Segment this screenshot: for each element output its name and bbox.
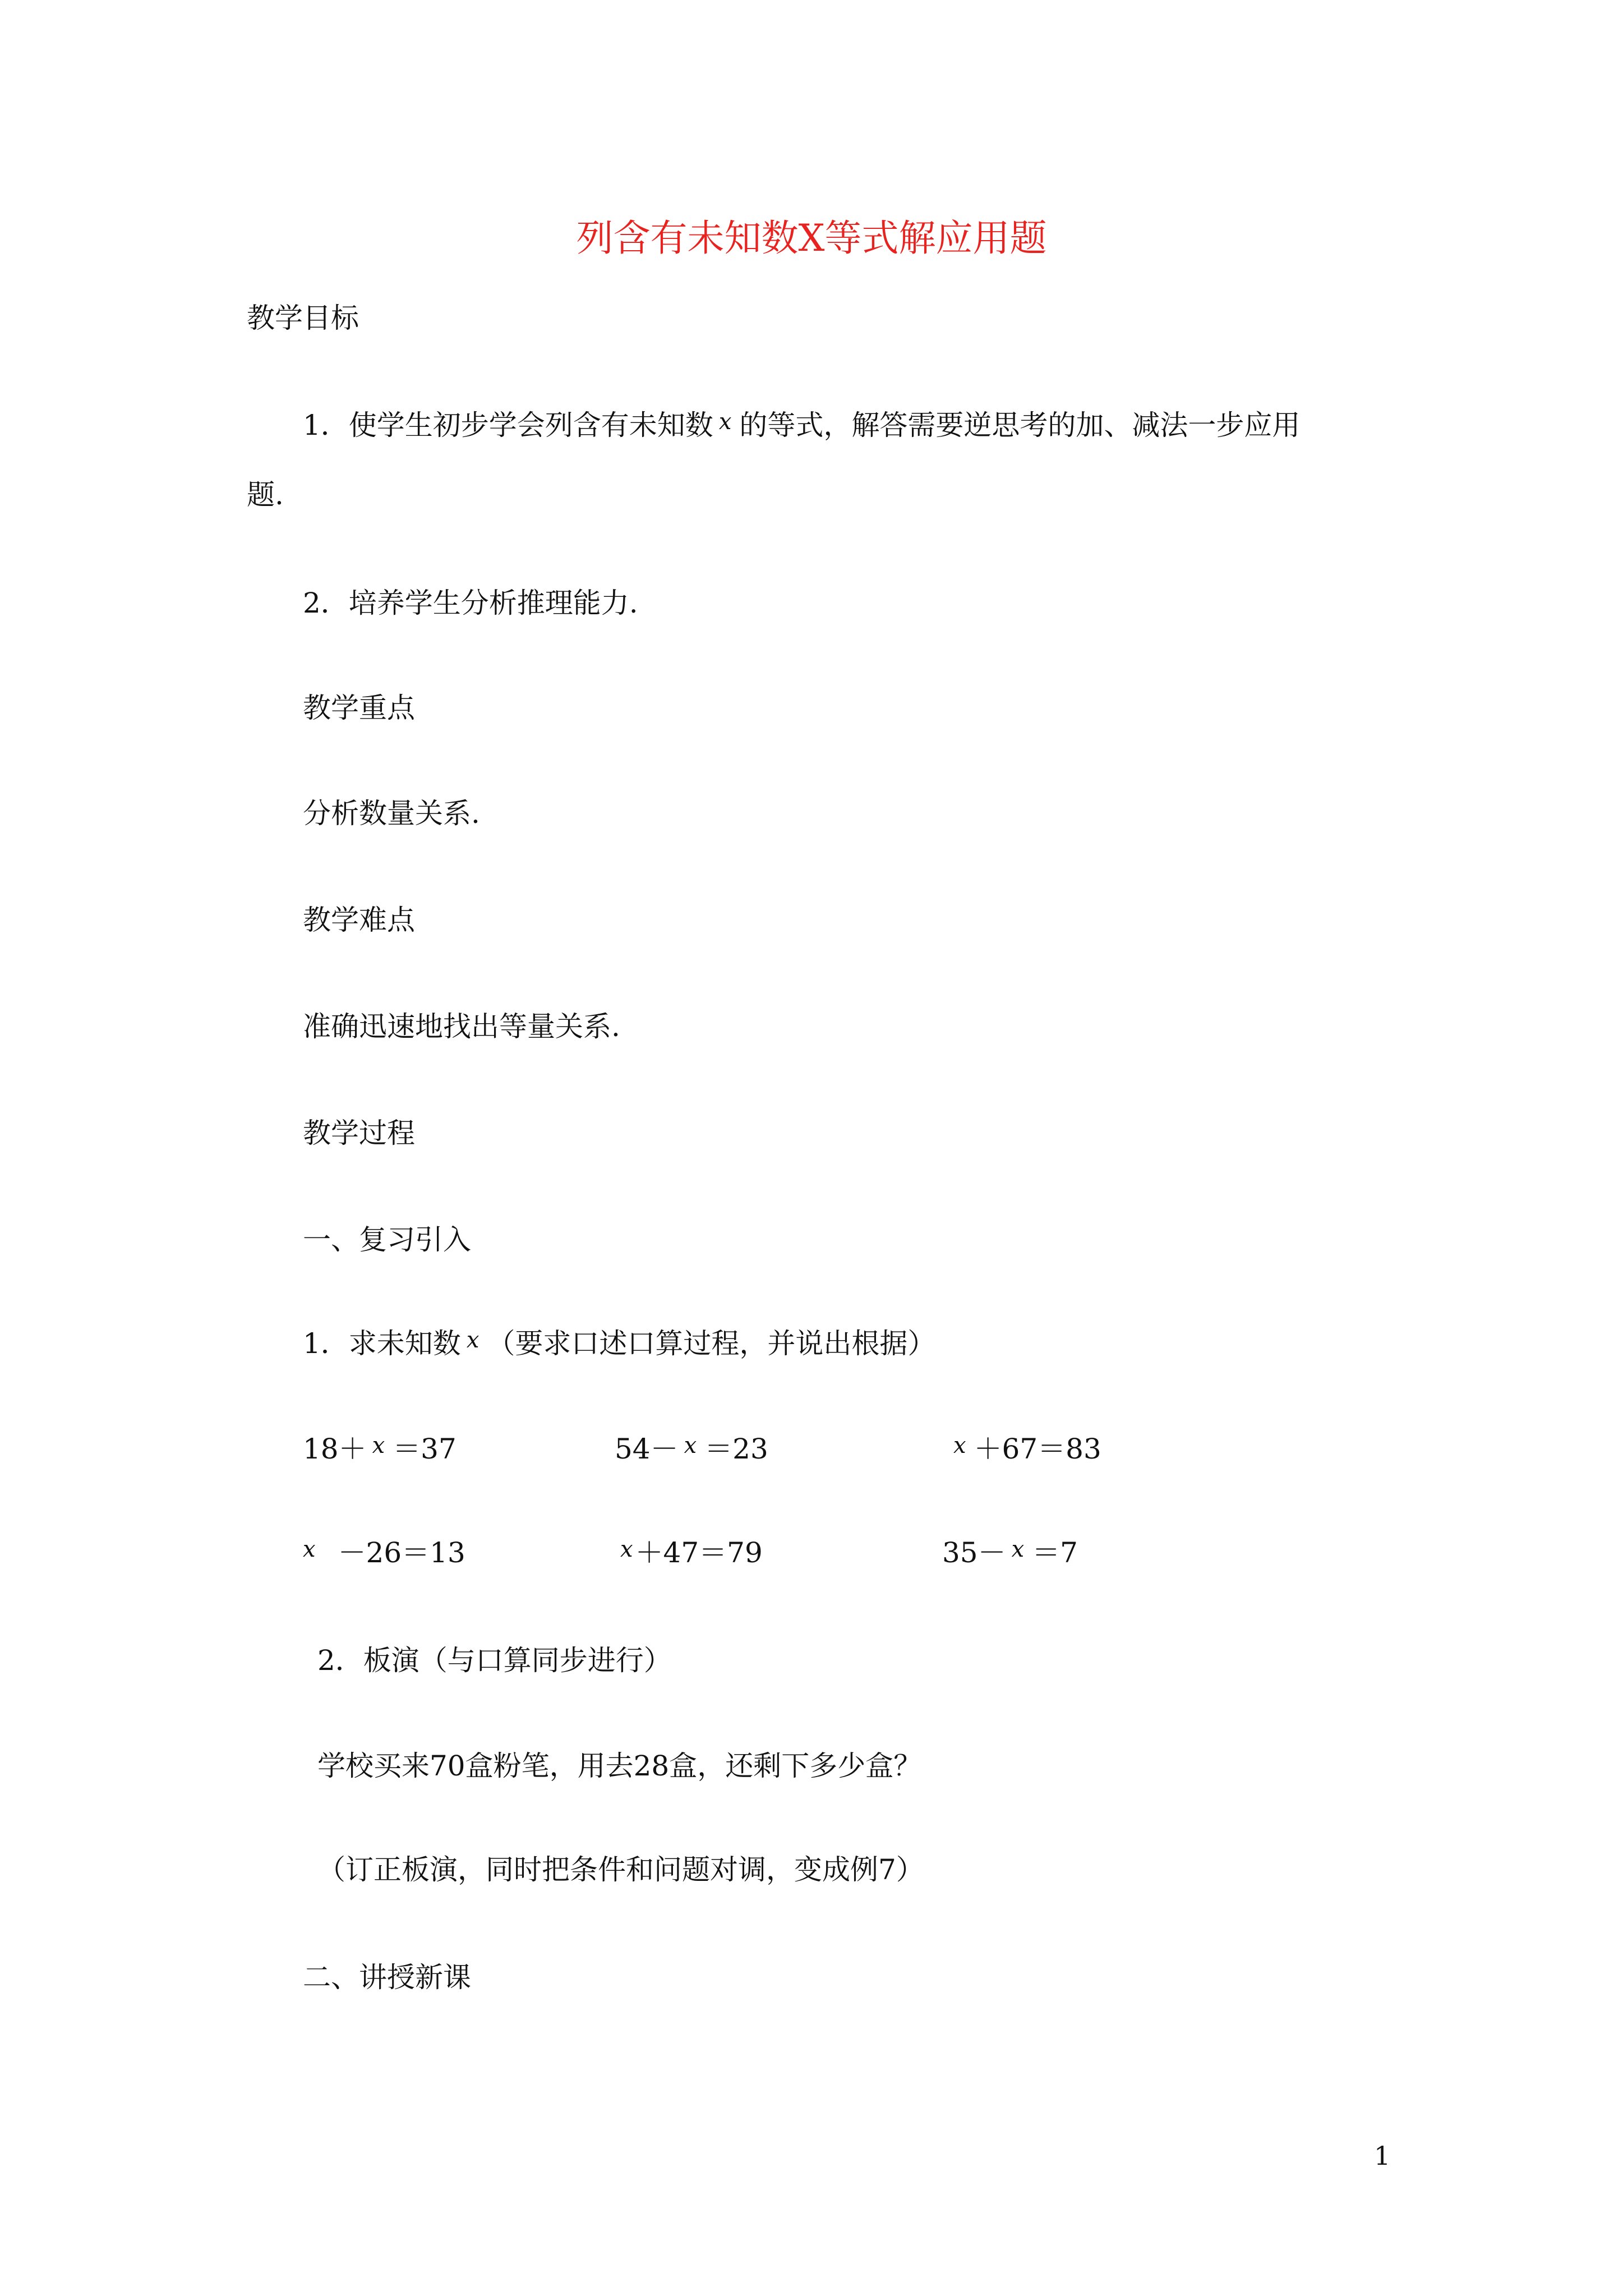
task-1 (303, 1327, 935, 1363)
equation-1 (303, 1432, 457, 1468)
variable-x: x (1011, 1536, 1025, 1562)
equation-5 (620, 1536, 763, 1572)
variable-x: x (372, 1433, 385, 1458)
equation-3-right: ＋67＝83 (974, 1433, 1101, 1465)
task-2: 2．板演（与口算同步进行） (317, 1644, 672, 1677)
heading-difficulty: 教学难点 (303, 904, 415, 936)
variable-x: x (303, 1536, 316, 1562)
section-new-lesson: 二、讲授新课 (303, 1961, 471, 1994)
equation-2-left: 54－ (615, 1433, 679, 1465)
word-problem: 学校买来70盒粉笔，用去28盒，还剩下多少盒？ (317, 1750, 922, 1782)
equation-6-right: ＝7 (1032, 1536, 1078, 1569)
equation-1-left: 18＋ (303, 1433, 367, 1465)
task-1-text-a: 1．求未知数 (303, 1327, 461, 1360)
objective-2: 2．培养学生分析推理能力. (303, 587, 638, 619)
equation-5-right: ＋47＝79 (635, 1536, 763, 1569)
objective-1-continued: 题. (247, 478, 284, 511)
variable-x: x (718, 409, 732, 435)
equation-6 (942, 1536, 1078, 1572)
equation-3 (953, 1432, 1101, 1468)
equation-6-left: 35－ (942, 1536, 1006, 1569)
equation-2 (615, 1432, 768, 1468)
variable-x: x (684, 1433, 697, 1458)
page-number: 1 (1374, 2141, 1391, 2171)
document-title: 列含有未知数X等式解应用题 (576, 217, 1047, 260)
objective-1-text-b: 的等式，解答需要逆思考的加、减法一步应用 (739, 409, 1301, 441)
correction-note: （订正板演，同时把条件和问题对调，变成例7） (317, 1853, 924, 1886)
variable-x: x (620, 1536, 633, 1562)
objective-1 (303, 408, 1300, 444)
equation-4-right: －26＝13 (338, 1536, 465, 1569)
variable-x: x (466, 1327, 479, 1353)
variable-x: x (953, 1433, 966, 1458)
heading-objectives: 教学目标 (247, 302, 359, 334)
equation-2-right: ＝23 (704, 1433, 768, 1465)
task-1-text-b: （要求口述口算过程，并说出根据） (487, 1327, 936, 1360)
key-point-text: 分析数量关系. (303, 797, 480, 830)
heading-key-point: 教学重点 (303, 692, 415, 724)
heading-process: 教学过程 (303, 1117, 415, 1149)
difficulty-text: 准确迅速地找出等量关系. (303, 1010, 620, 1043)
objective-1-text-a: 1．使学生初步学会列含有未知数 (303, 409, 713, 441)
equation-1-right: ＝37 (393, 1433, 457, 1465)
equation-4 (303, 1536, 465, 1572)
section-review-intro: 一、复习引入 (303, 1223, 471, 1256)
